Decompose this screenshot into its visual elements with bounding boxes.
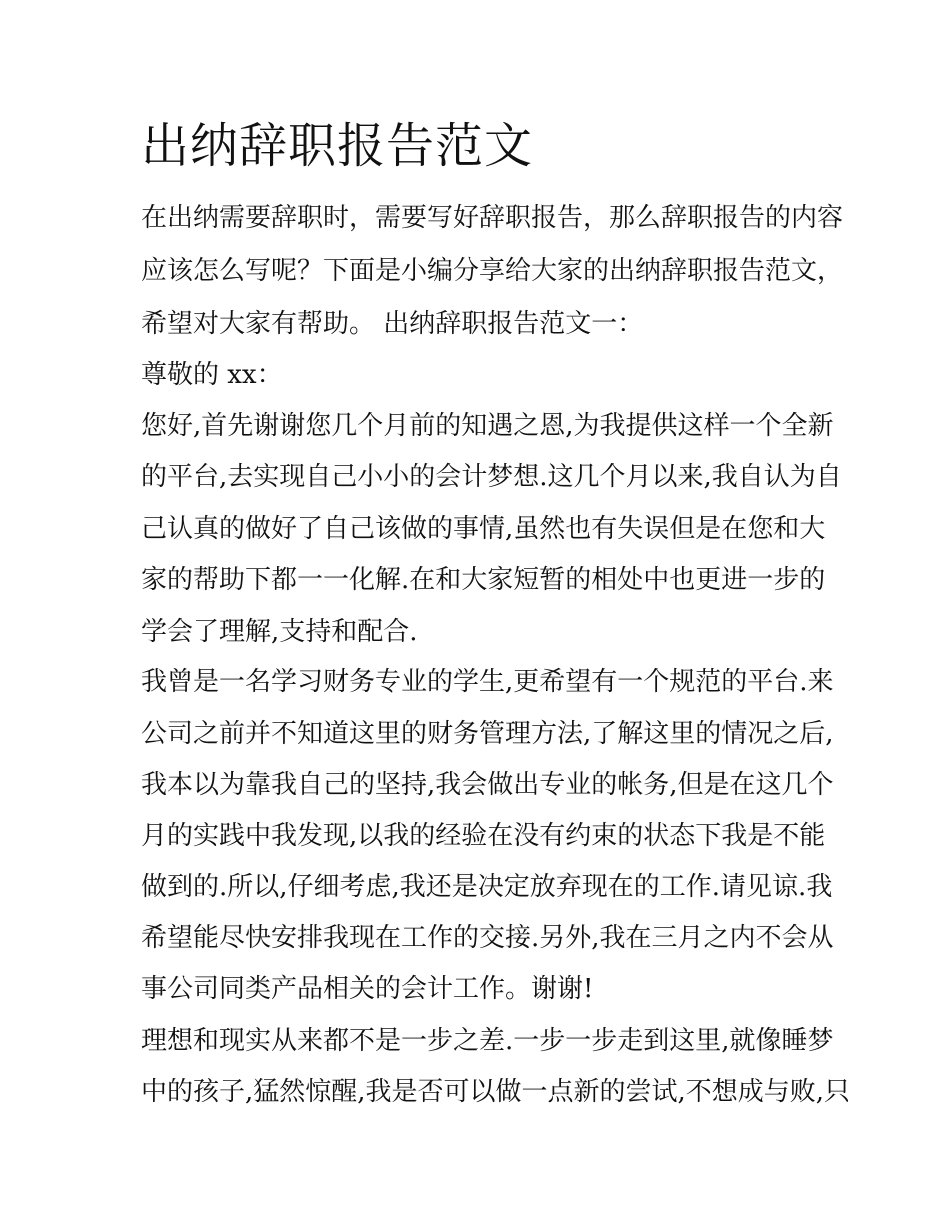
body-line: 月的实践中我发现,以我的经验在没有约束的状态下我是不能	[141, 821, 826, 851]
body-line: 做到的.所以,仔细考虑,我还是决定放弃现在的工作.请见谅.我	[141, 872, 833, 902]
body-line: 我曾是一名学习财务专业的学生,更希望有一个规范的平台.来	[141, 667, 834, 697]
body-line: 家的帮助下都一一化解.在和大家短暂的相处中也更进一步的	[141, 565, 826, 595]
body-line: 事公司同类产品相关的会计工作。谢谢!	[141, 974, 594, 1004]
body-line: 学会了理解,支持和配合.	[141, 617, 418, 647]
body-line: 公司之前并不知道这里的财务管理方法,了解这里的情况之后,	[141, 719, 834, 749]
body-line: 理想和现实从来都不是一步之差.一步一步走到这里,就像睡梦	[141, 1026, 834, 1056]
body-line: 希望对大家有帮助。 出纳辞职报告范文一：	[141, 309, 644, 339]
salutation-line: 尊敬的 xx：	[141, 360, 283, 390]
body-line: 应该怎么写呢？下面是小编分享给大家的出纳辞职报告范文，	[141, 256, 844, 286]
body-line: 希望能尽快安排我现在工作的交接.另外,我在三月之内不会从	[141, 923, 834, 953]
body-line: 您好,首先谢谢您几个月前的知遇之恩,为我提供这样一个全新	[141, 411, 834, 441]
document-title: 出纳辞职报告范文	[141, 118, 534, 174]
body-line: 我本以为靠我自己的坚持,我会做出专业的帐务,但是在这几个	[141, 770, 834, 800]
body-line: 己认真的做好了自己该做的事情,虽然也有失误但是在您和大	[141, 514, 826, 544]
body-line: 中的孩子,猛然惊醒,我是否可以做一点新的尝试,不想成与败,只	[141, 1077, 851, 1107]
body-line: 的平台,去实现自己小小的会计梦想.这几个月以来,我自认为自	[141, 462, 842, 492]
body-line: 在出纳需要辞职时，需要写好辞职报告，那么辞职报告的内容	[141, 203, 844, 233]
